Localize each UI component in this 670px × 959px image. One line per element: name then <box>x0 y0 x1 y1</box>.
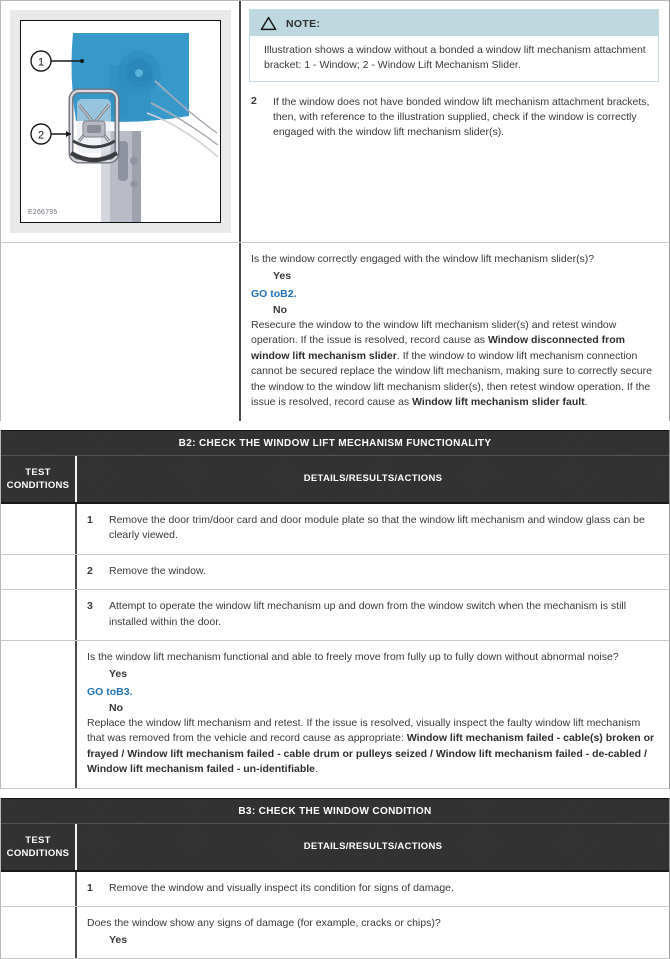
b2-decision-test-conditions <box>1 641 77 788</box>
window-lift-mechanism-illustration <box>21 21 221 223</box>
b2-step-row-1 <box>0 504 670 555</box>
section-b2-title: B2: CHECK THE WINDOW LIFT MECHANISM FUNCTIONALITY <box>1 430 669 456</box>
b2-step-3-details <box>77 590 669 640</box>
note-box <box>249 9 659 82</box>
goto-b3-link[interactable]: GO toB3 <box>87 685 130 698</box>
b2-decision-yes-action <box>87 682 655 700</box>
b3-decision-row <box>0 907 670 959</box>
b3-col-details: DETAILS/RESULTS/ACTIONS <box>303 840 443 852</box>
b1-no-text-pre: Resecure the window to the window lift mechanism slider(s) and retest window operation. If the issue is resolved, record cause as <box>251 318 617 346</box>
b2-step-1-text: Remove the door trim/door card and door module plate so that the window lift mechanism and window glass can be clearly viewed. <box>109 513 645 541</box>
note-title: NOTE: <box>286 17 321 30</box>
goto-b2-suffix: . <box>293 287 297 300</box>
illustration-frame <box>10 10 231 233</box>
note-header <box>250 10 658 36</box>
b3-col-test-conditions: TEST CONDITIONS <box>1 824 77 870</box>
b1-no-text-end: . <box>584 396 588 408</box>
b2-col-test-conditions: TEST CONDITIONS <box>1 456 77 502</box>
note-step-2 <box>249 95 659 140</box>
b2-step-1-test-conditions <box>1 504 77 554</box>
b2-causes: Window lift mechanism failed - cable(s) broken or frayed / Window lift mechanism failed - cable drum or pulleys seized / Window lift mechanism failed - de-cabled / Window lift mechanism failed - un-identifiable <box>87 732 655 775</box>
b3-step-1-test-conditions <box>1 872 77 907</box>
section-b3 <box>0 798 670 872</box>
section-b3-title: B3: CHECK THE WINDOW CONDITION <box>1 798 669 824</box>
svg-text:2: 2 <box>37 129 45 142</box>
illustration-id-label: E266795 <box>28 209 58 216</box>
b2-no-text-pre: Replace the window lift mechanism and retest. If the issue is resolved, visually inspect the faulty window lift mechanism that was removed from the vehicle and record cause as appropriate: <box>87 716 641 744</box>
section-b3-column-headers <box>1 824 669 872</box>
b3-decision-question: Does the window show any signs of damage (for example, cracks or chips)? <box>87 917 441 929</box>
b2-col-details: DETAILS/RESULTS/ACTIONS <box>303 472 443 484</box>
note-step-number: 2 <box>251 95 257 107</box>
b1-cause-2: Window lift mechanism slider fault <box>412 396 585 408</box>
note-step-text: If the window does not have bonded window lift mechanism attachment brackets, then, with reference to the illustration supplied, check if the window is correctly engaged with the window lift mechanism slider(s). <box>273 96 650 138</box>
b2-step-2-number: 2 <box>87 564 93 577</box>
b2-decision-no-label: No <box>109 701 123 714</box>
b3-decision-details <box>77 907 669 958</box>
b2-decision-details <box>77 641 669 788</box>
section-gap-2 <box>0 789 670 798</box>
b2-step-3-text: Attempt to operate the window lift mechanism up and down from the window switch when the mechanism is still installed within the door. <box>109 600 627 628</box>
svg-text:1: 1 <box>37 56 45 69</box>
b2-step-1-number: 1 <box>87 513 93 526</box>
note-triangle-icon <box>260 16 277 31</box>
b2-step-1-details <box>77 504 669 554</box>
b2-step-2-text: Remove the window. <box>109 564 206 577</box>
b2-step-3-test-conditions <box>1 590 77 640</box>
b2-decision-no-action <box>87 716 655 778</box>
note-cell <box>241 1 669 242</box>
b2-step-row-2 <box>0 555 670 591</box>
decision-b1-test-conditions-cell <box>1 243 241 421</box>
b2-decision-question: Is the window lift mechanism functional and able to freely move from fully up to fully down without abnormal noise? <box>87 651 619 663</box>
section-b2-column-headers <box>1 456 669 504</box>
b2-step-2-test-conditions <box>1 555 77 590</box>
illustration-cell <box>1 1 241 242</box>
decision-b1-no-label: No <box>273 303 287 316</box>
b2-decision-row <box>0 641 670 789</box>
section-b2 <box>0 430 670 504</box>
b1-no-text-mid: . If the window to window lift mechanism connection cannot be secured replace the window lift mechanism, making sure to correctly secure the window to the window lift mechanism slider(s), then retest window operation. If the issue is resolved, record cause as <box>251 349 652 408</box>
decision-b1-question: Is the window correctly engaged with the window lift mechanism slider(s)? <box>251 253 595 265</box>
b2-step-3-number: 3 <box>87 600 93 612</box>
goto-b3-suffix: . <box>129 685 133 698</box>
decision-b1-no-action <box>251 318 655 411</box>
decision-b1-yes-label: Yes <box>273 269 292 282</box>
decision-b1-details-cell <box>241 243 669 421</box>
b2-step-row-3 <box>0 590 670 641</box>
illustration-canvas <box>20 20 221 223</box>
b3-decision-test-conditions <box>1 907 77 958</box>
b2-step-2-details <box>77 555 669 590</box>
section-gap-1 <box>0 421 670 430</box>
window-lift-slider <box>71 91 117 161</box>
b1-cause-1: Window disconnected from window lift mechanism slider <box>251 334 625 362</box>
b3-decision-yes-label: Yes <box>109 933 128 946</box>
b2-decision-yes-label: Yes <box>109 667 128 680</box>
b3-step-1-details <box>77 872 669 907</box>
decision-b1-yes-action <box>251 284 655 302</box>
decision-row-b1 <box>0 242 670 421</box>
illustration-and-note-row <box>0 0 670 242</box>
b3-step-1-number: 1 <box>87 881 93 894</box>
goto-b2-link[interactable]: GO toB2 <box>251 287 294 300</box>
b3-step-1-text: Remove the window and visually inspect its condition for signs of damage. <box>109 881 454 894</box>
note-body: Illustration shows a window without a bonded a window lift mechanism attachment bracket: 1 - Window; 2 - Window Lift Mechanism Slider. <box>250 36 658 81</box>
b2-no-text-end: . <box>315 763 318 775</box>
